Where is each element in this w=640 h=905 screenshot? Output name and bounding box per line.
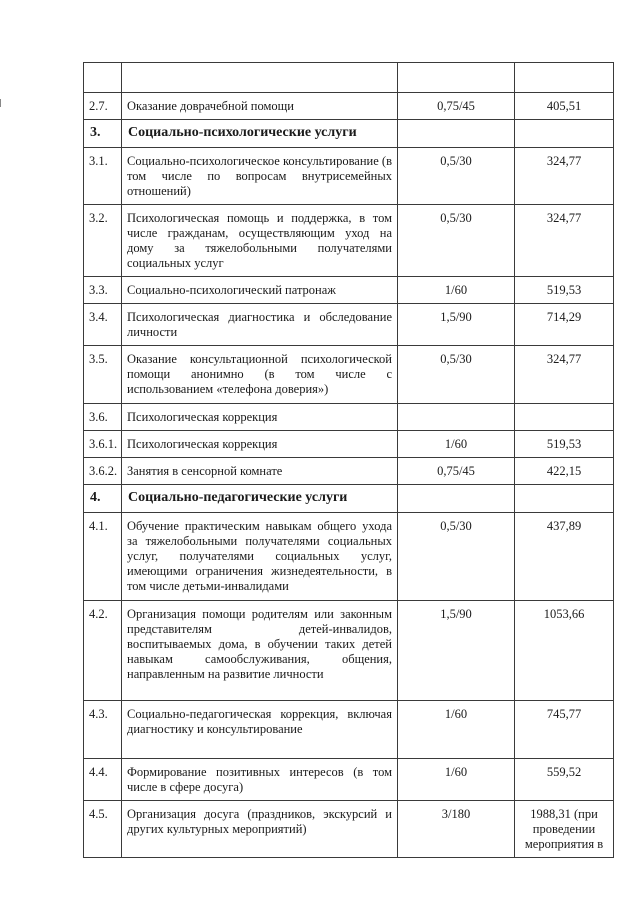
service-name-cell: Оказание доврачебной помощи <box>122 93 398 120</box>
table-row <box>84 701 614 759</box>
service-name-cell: Оказание консультационной психологической помощи анонимно (в том числе с использованием «телефона доверия») <box>122 346 398 404</box>
service-time-cell: 0,5/30 <box>398 205 515 277</box>
row-number-cell: 3.2. <box>84 205 122 277</box>
row-number-cell: 3.3. <box>84 277 122 304</box>
section-title-cell: Социально-психологические услуги <box>122 120 398 148</box>
service-price-cell: 714,29 <box>515 304 614 346</box>
service-name-cell: Обучение практическим навыкам общего ухода за тяжелобольными получателями социальных услуг, получателями социальных услуг, имеющими ограничения жизнедеятельности, в том числе детьми-инвалидами <box>122 513 398 601</box>
service-time-cell: 0,75/45 <box>398 458 515 485</box>
table-row <box>84 304 614 346</box>
service-name-cell: Организация досуга (праздников, экскурсий и других культурных мероприятий) <box>122 801 398 858</box>
service-name-cell: Социально-педагогическая коррекция, включая диагностику и консультирование <box>122 701 398 759</box>
section-row <box>84 120 614 148</box>
service-price-cell <box>515 404 614 431</box>
service-price-cell: 437,89 <box>515 513 614 601</box>
table-row <box>84 93 614 120</box>
row-number-cell: 3.5. <box>84 346 122 404</box>
service-name-cell: Социально-психологическое консультирование (в том числе по вопросам внутрисемейных отношений) <box>122 148 398 205</box>
section-number-cell: 4. <box>84 485 122 513</box>
row-number-cell: 3.4. <box>84 304 122 346</box>
section-row <box>84 485 614 513</box>
service-time-cell: 0,5/30 <box>398 148 515 205</box>
service-price-cell <box>515 63 614 93</box>
service-time-cell <box>398 63 515 93</box>
table-row <box>84 801 614 858</box>
service-name-cell: Социально-психологический патронаж <box>122 277 398 304</box>
service-name-cell: Организация помощи родителям или законным представителям детей-инвалидов, воспитываемых дома, в обучении таких детей навыкам самообслуживания, общения, направленным на развитие личности <box>122 601 398 701</box>
scan-edge-mark <box>0 99 1 107</box>
service-price-cell: 559,52 <box>515 759 614 801</box>
row-number-cell <box>84 63 122 93</box>
service-name-cell: Психологическая помощь и поддержка, в том числе гражданам, осуществляющим уход на дому за тяжелобольными получателями социальных услуг <box>122 205 398 277</box>
service-price-cell: 324,77 <box>515 346 614 404</box>
row-number-cell: 3.6.1. <box>84 431 122 458</box>
service-price-cell: 1053,66 <box>515 601 614 701</box>
table-row <box>84 458 614 485</box>
table-row <box>84 759 614 801</box>
service-time-cell: 1/60 <box>398 277 515 304</box>
table-row <box>84 601 614 701</box>
table-row <box>84 63 614 93</box>
service-price-cell: 745,77 <box>515 701 614 759</box>
service-price-cell: 1988,31 (при проведении мероприятия в <box>515 801 614 858</box>
row-number-cell: 4.2. <box>84 601 122 701</box>
service-time-cell: 1/60 <box>398 701 515 759</box>
service-time-cell: 1,5/90 <box>398 304 515 346</box>
row-number-cell: 4.1. <box>84 513 122 601</box>
service-time-cell <box>398 404 515 431</box>
service-price-cell: 422,15 <box>515 458 614 485</box>
service-price-cell: 519,53 <box>515 277 614 304</box>
table-row <box>84 513 614 601</box>
service-price-cell <box>515 120 614 148</box>
service-name-cell: Психологическая коррекция <box>122 404 398 431</box>
service-time-cell <box>398 485 515 513</box>
service-name-cell: Занятия в сенсорной комнате <box>122 458 398 485</box>
service-name-cell: Формирование позитивных интересов (в том числе в сфере досуга) <box>122 759 398 801</box>
service-time-cell: 3/180 <box>398 801 515 858</box>
row-number-cell: 4.4. <box>84 759 122 801</box>
service-price-cell: 405,51 <box>515 93 614 120</box>
service-name-cell: Психологическая коррекция <box>122 431 398 458</box>
table-row <box>84 148 614 205</box>
service-time-cell: 0,5/30 <box>398 346 515 404</box>
section-number-cell: 3. <box>84 120 122 148</box>
service-time-cell: 1/60 <box>398 759 515 801</box>
service-time-cell: 0,75/45 <box>398 93 515 120</box>
table-row <box>84 346 614 404</box>
table-row <box>84 277 614 304</box>
service-name-cell <box>122 63 398 93</box>
services-tariff-table <box>83 62 614 858</box>
service-price-cell: 324,77 <box>515 205 614 277</box>
table-row <box>84 205 614 277</box>
service-time-cell: 0,5/30 <box>398 513 515 601</box>
row-number-cell: 2.7. <box>84 93 122 120</box>
service-price-cell: 519,53 <box>515 431 614 458</box>
row-number-cell: 3.1. <box>84 148 122 205</box>
service-price-cell <box>515 485 614 513</box>
row-number-cell: 4.3. <box>84 701 122 759</box>
service-time-cell <box>398 120 515 148</box>
row-number-cell: 3.6.2. <box>84 458 122 485</box>
row-number-cell: 4.5. <box>84 801 122 858</box>
service-name-cell: Психологическая диагностика и обследование личности <box>122 304 398 346</box>
table-row <box>84 431 614 458</box>
row-number-cell: 3.6. <box>84 404 122 431</box>
section-title-cell: Социально-педагогические услуги <box>122 485 398 513</box>
service-time-cell: 1/60 <box>398 431 515 458</box>
table-row <box>84 404 614 431</box>
service-time-cell: 1,5/90 <box>398 601 515 701</box>
service-price-cell: 324,77 <box>515 148 614 205</box>
